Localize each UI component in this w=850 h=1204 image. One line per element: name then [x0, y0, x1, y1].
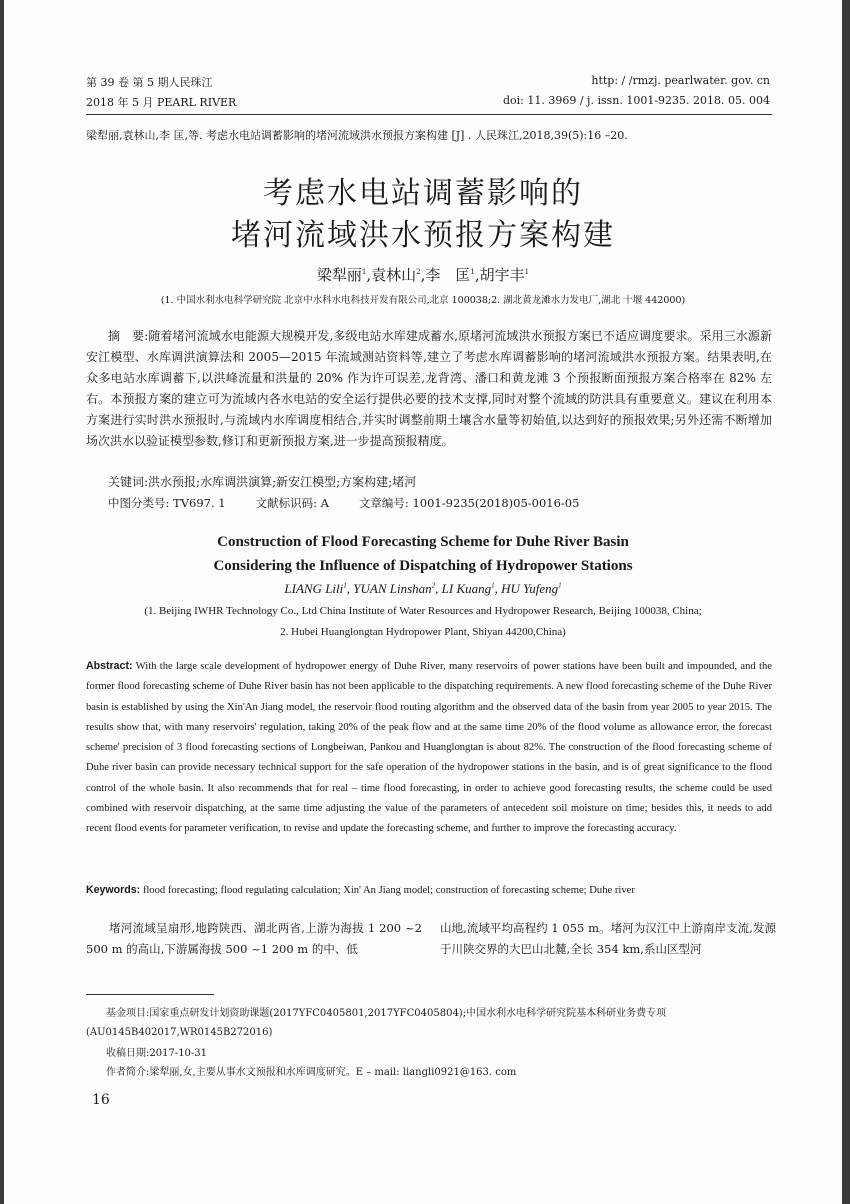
author-sup: 2	[416, 268, 421, 276]
author-en: YUAN Linshan	[353, 581, 432, 596]
body-column-right: 山地,流域平均高程约 1 055 m。堵河为汉江中上游南岸支流,发源于川陕交界的大巴山北麓,全长 354 km,系山区型河	[440, 921, 776, 956]
footnote-fund: 基金项目:国家重点研发计划资助课题(2017YFC0405801,2017YFC0405804);中国水利水电科学研究院基本科研业务费专项(AU0145B402017,WR0145B272016)	[86, 1008, 667, 1038]
journal-volume: 第 39 卷 第 5 期人民珠江	[86, 76, 213, 89]
footnote-received: 收稿日期:2017-10-31	[106, 1048, 208, 1059]
title-zh-line1: 考虑水电站调蓄影响的	[263, 176, 583, 211]
title-en-line2: Considering the Influence of Dispatching of Hydropower Stations	[213, 558, 633, 574]
author-en: LI Kuang	[441, 581, 492, 596]
keywords-zh-text: 洪水预报;水库调洪演算;新安江模型;方案构建;堵河	[148, 475, 417, 489]
authors-zh: 梁犁丽$^1$,袁林山$^2$,李 匡$^1$,胡宇丰$^1$	[316, 266, 530, 284]
paper-page	[4, 0, 842, 1204]
abstract-zh-text: 随着堵河流域水电能源大规模开发,多级电站水库建成蓄水,原堵河流域洪水预报方案已不适应调度要求。采用三水源新安江模型、水库调洪演算法和 2005—2015 年流域测站资料等,建立了考虑水库调蓄影响的堵河流域洪水预报方案。结果表明,在众多电站水库调蓄下,以洪峰流量和洪量的 20% 作为许可误差,龙背湾、潘口和黄龙滩 3 个预报断面预报方案合格率在 82% 左右。本预报方案的建立可为流域内各水电站的安全运行提供必要的技术支撑,同时对整个流域的防洪具有重要意义。建议在利用本方案进行实时洪水预报时,与流域内水库调度相结合,并实时调整前期土壤含水量等初始值,以达到好的预报效果;另外还需不断增加场次洪水以验证模型参数,修订和更新预报方案,进一步提高预报精度。	[86, 329, 772, 448]
abstract-zh	[86, 326, 772, 452]
author-sup: 1	[361, 268, 367, 276]
author-sup: 1	[491, 581, 495, 590]
keywords-zh-label: 关键词:	[108, 475, 149, 489]
keywords-zh	[86, 472, 772, 493]
classification-line	[86, 493, 772, 514]
abstract-en-label: Abstract:	[86, 660, 133, 672]
abstract-en	[86, 656, 772, 840]
authors-en: LIANG Lili$^1$, YUAN Linshan$^2$, LI Kuang$^1$, HU Yufeng$^1$	[284, 581, 562, 596]
keywords-en-text: flood forecasting; flood regulating calculation; Xin' An Jiang model; construction of forecasting scheme; Duhe river	[142, 885, 635, 896]
footnote-author-bio: 作者简介:梁犁丽,女,主要从事水文预报和水库调度研究。E – mail: liangli0921@163. com	[106, 1067, 517, 1078]
citation: 梁犁丽,袁林山,李 匡,等. 考虑水电站调蓄影响的堵河流域洪水预报方案构建 [J] . 人民珠江,2018,39(5):16 –20.	[86, 129, 628, 142]
abstract-en-text: With the large scale development of hydropower energy of Duhe River, many reservoirs of power stations have been built and impounded, and the former flood forecasting scheme of Duhe River basin has not been applicable to the dispatching requirements. A new flood forecasting scheme of the Duhe River basin is established by using the Xin'An Jiang model, the reservoir flood routing algorithm and the observed data of the basin from year 2005 to year 2015. The results show that, with many reservoirs' regulation, taking 20% of the peak flow and at the same time 20% of the flood volume as allowance error, the forecast scheme' precision of 3 flood forecasting sections of Longbeiwan, Pankou and Huanglongtan is about 82%. The construction of the flood forecasting scheme of Duhe river basin can provide necessary technical support for the safe operation of the hydropower stations in the basin, and is of great significance to the flood control of the whole basin. It also recommends that for real – time flood forecasting, in order to achieve good forecasting results, the scheme could be used combined with reservoir dispatching, at the same time adjusting the value of the parameters of antecedent soil moisture on time; besides this, it needs to add recent flood events for parameter verification, to revise and update the forecasting scheme, and further to improve the forecasting accuracy.	[86, 661, 772, 835]
journal-date: 2018 年 5 月 PEARL RIVER	[86, 96, 237, 109]
header-rule	[86, 114, 772, 115]
journal-url: http: / /rmzj. pearlwater. gov. cn	[591, 74, 770, 87]
author-zh: 胡宇丰	[479, 266, 525, 284]
author-sup: 1	[524, 268, 530, 276]
article-no-value: 1001-9235(2018)05-0016-05	[412, 496, 580, 510]
author-sup: 1	[470, 268, 475, 276]
author-zh: 李 匡	[425, 266, 471, 284]
author-zh: 梁犁丽	[316, 266, 362, 284]
author-en: LIANG Lili	[284, 581, 344, 596]
affiliation-zh: (1. 中国水利水电科学研究院 北京中水科水电科技开发有限公司,北京 100038;2. 湖北黄龙滩水力发电厂,湖北 十堰 442000)	[160, 295, 686, 306]
keywords-en	[86, 880, 772, 901]
article-no-label: 文章编号:	[358, 496, 409, 510]
author-zh: 袁林山	[371, 266, 417, 284]
doi: doi: 11. 3969 / j. issn. 1001-9235. 2018. 05. 004	[502, 94, 770, 107]
clc-value: TV697. 1	[173, 496, 226, 510]
body-column-left: 堵河流域呈扇形,地跨陕西、湖北两省,上游为海拔 1 200 ~2 500 m 的高山,下游属海拔 500 ~1 200 m 的中、低	[86, 921, 422, 956]
abstract-zh-label: 摘 要:	[108, 329, 149, 343]
author-sup: 1	[558, 581, 562, 590]
title-zh-line2: 堵河流域洪水预报方案构建	[231, 218, 615, 253]
keywords-en-label: Keywords:	[86, 884, 141, 896]
page-number: 16	[92, 1092, 110, 1108]
doc-code-label: 文献标识码:	[255, 496, 317, 510]
author-sup: 1	[343, 581, 347, 590]
affiliation-en-line2: 2. Hubei Huanglongtan Hydropower Plant, Shiyan 44200,China)	[280, 626, 566, 638]
doc-code-value: A	[320, 496, 329, 510]
author-en: HU Yufeng	[501, 581, 559, 596]
footnote-rule	[86, 994, 214, 995]
author-sup: 2	[431, 581, 436, 590]
affiliation-en-line1: (1. Beijing IWHR Technology Co., Ltd China Institute of Water Resources and Hydropower Research, Beijing 100038, China;	[144, 605, 702, 617]
title-en-line1: Construction of Flood Forecasting Scheme for Duhe River Basin	[217, 534, 629, 550]
clc-label: 中图分类号:	[108, 496, 170, 510]
